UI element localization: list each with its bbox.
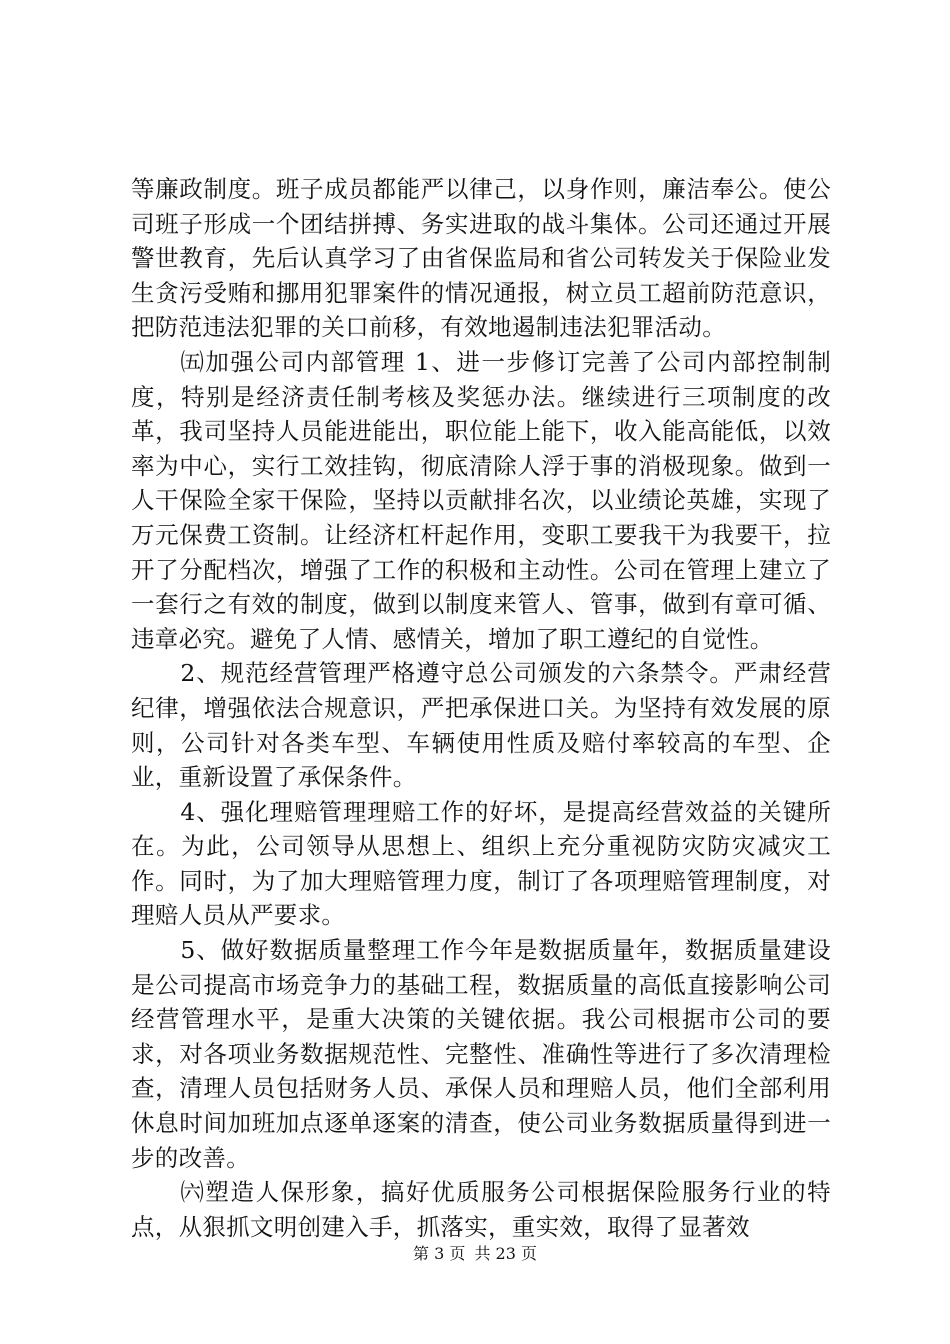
- paragraph-data-quality: 5、做好数据质量整理工作今年是数据质量年，数据质量建设是公司提高市场竞争力的基础工程，数据质量的高低直接影响公司经营管理水平，是重大决策的关键依据。我公司根据市公司的要求，对各项业务数据规范性、完整性、准确性等进行了多次清理检查，清理人员包括财务人员、承保人员和理赔人员，他们全部利用休息时间加班加点逐单逐案的清查，使公司业务数据质量得到进一步的改善。: [131, 936, 831, 1172]
- paragraph-service-image: ㈥塑造人保形象，搞好优质服务公司根据保险服务行业的特点，从狠抓文明创建入手，抓落实，重实效，取得了显著效: [131, 1178, 831, 1241]
- page-total: 共 23 页: [474, 1244, 537, 1263]
- paragraph-claims-management: 4、强化理赔管理理赔工作的好坏，是提高经营效益的关键所在。为此，公司领导从思想上、组织上充分重视防灾防灾减灾工作。同时，为了加大理赔管理力度，制订了各项理赔管理制度，对理赔人员从严要求。: [131, 797, 831, 930]
- body-text: [131, 172, 831, 1244]
- paragraph-continued: 等廉政制度。班子成员都能严以律己，以身作则，廉洁奉公。使公司班子形成一个团结拼搏、务实进取的战斗集体。公司还通过开展警世教育，先后认真学习了由省保监局和省公司转发关于保险业发生贪污受贿和挪用犯罪案件的情况通报，树立员工超前防范意识，把防范违法犯罪的关口前移，有效地遏制违法犯罪活动。: [131, 175, 831, 342]
- paragraph-operations-management: 2、规范经营管理严格遵守总公司颁发的六条禁令。严肃经营纪律，增强依法合规意识，严把承保进口关。为坚持有效发展的原则，公司针对各类车型、车辆使用性质及赔付率较高的车型、企业，重新设置了承保条件。: [131, 659, 831, 792]
- page-footer: [0, 1244, 950, 1264]
- page-number: 第 3 页: [413, 1244, 466, 1263]
- paragraph-internal-management: ㈤加强公司内部管理 1、进一步修订完善了公司内部控制制度，特别是经济责任制考核及奖惩办法。继续进行三项制度的改革，我司坚持人员能进能出，职位能上能下，收入能高能低，以效率为中心，实行工效挂钩，彻底清除人浮于事的消极现象。做到一人干保险全家干保险，坚持以贡献排名次，以业绩论英雄，实现了万元保费工资制。让经济杠杆起作用，变职工要我干为我要干，拉开了分配档次，增强了工作的积极和主动性。公司在管理上建立了一套行之有效的制度，做到以制度来管人、管事，做到有章可循、违章必究。避免了人情、感情关，增加了职工遵纪的自觉性。: [131, 347, 831, 653]
